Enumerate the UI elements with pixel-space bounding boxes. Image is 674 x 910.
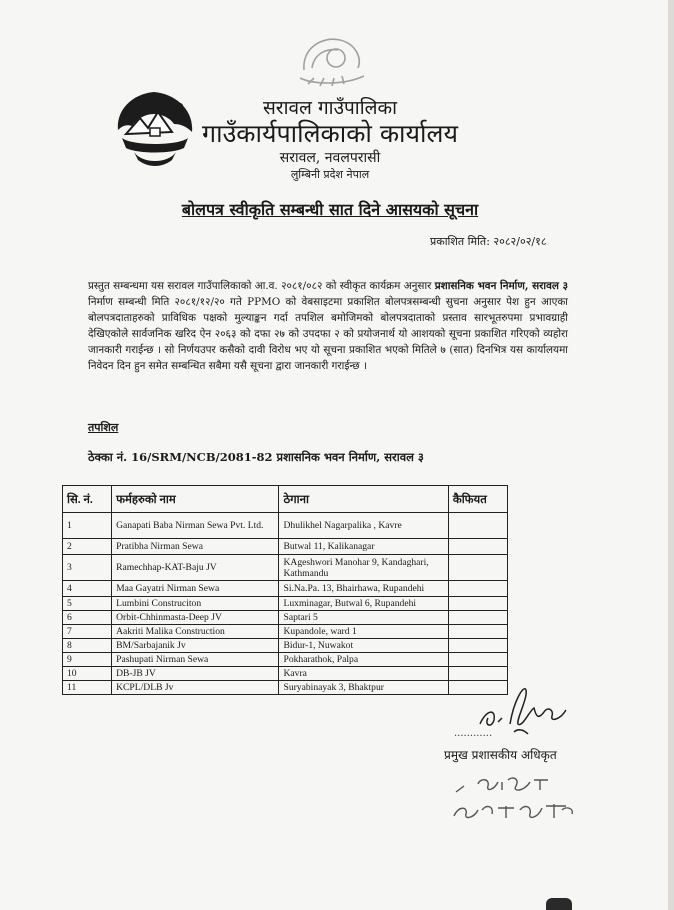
- header-firm-name: फर्महरुको नाम: [112, 486, 279, 513]
- office-location: सरावल, नवलपरासी: [279, 150, 381, 166]
- cell-address: Suryabinayak 3, Bhaktpur: [279, 681, 448, 695]
- table-row: [63, 555, 508, 581]
- table-header-row: [63, 486, 508, 513]
- table-row: [63, 639, 508, 653]
- cell-remarks: [448, 597, 507, 611]
- contract-number: ठेक्का नं. 16/SRM/NCB/2081-82 प्रशासनिक भवन निर्माण, सरावल ३: [88, 450, 424, 464]
- cell-sn: 8: [63, 639, 112, 653]
- office-name: गाउँकार्यपालिकाको कार्यालय: [202, 119, 458, 148]
- cell-firm-name: DB-JB JV: [112, 667, 279, 681]
- cell-firm-name: Lumbini Construciton: [112, 597, 279, 611]
- cell-address: Pokharathok, Palpa: [279, 653, 448, 667]
- cell-sn: 4: [63, 581, 112, 597]
- notice-body: [88, 278, 568, 374]
- table-row: [63, 611, 508, 625]
- header-address: ठेगाना: [279, 486, 448, 513]
- cell-sn: 10: [63, 667, 112, 681]
- cell-firm-name: Maa Gayatri Nirman Sewa: [112, 581, 279, 597]
- cell-firm-name: KCPL/DLB Jv: [112, 681, 279, 695]
- cell-sn: 7: [63, 625, 112, 639]
- cell-firm-name: Pratibha Nirman Sewa: [112, 539, 279, 555]
- notice-title: बोलपत्र स्वीकृति सम्बन्धी सात दिने आसयको सूचना: [181, 200, 479, 219]
- cell-remarks: [448, 667, 507, 681]
- cell-sn: 5: [63, 597, 112, 611]
- cell-address: Saptari 5: [279, 611, 448, 625]
- header-remarks: कैफियत: [448, 486, 507, 513]
- cell-remarks: [448, 639, 507, 653]
- cell-remarks: [448, 653, 507, 667]
- cell-remarks: [448, 555, 507, 581]
- table-row: [63, 681, 508, 695]
- cell-remarks: [448, 625, 507, 639]
- cell-firm-name: Aakriti Malika Construction: [112, 625, 279, 639]
- signature-dots: ............: [454, 728, 493, 739]
- details-label: तपशिल: [88, 421, 119, 434]
- table-row: [63, 597, 508, 611]
- corner-icon: [546, 898, 572, 910]
- table-row: [63, 513, 508, 539]
- page-edge: [668, 0, 674, 910]
- table-row: [63, 581, 508, 597]
- cell-address: Bidur-1, Nuwakot: [279, 639, 448, 653]
- cell-sn: 9: [63, 653, 112, 667]
- cell-address: KAgeshwori Manohar 9, Kandaghari, Kathmandu: [279, 555, 448, 581]
- cell-address: Dhulikhel Nagarpalika , Kavre: [279, 513, 448, 539]
- faded-stamp-icon: [292, 28, 372, 90]
- cell-remarks: [448, 611, 507, 625]
- cell-sn: 2: [63, 539, 112, 555]
- body-project-name: प्रशासनिक भवन निर्माण, सरावल ३: [434, 280, 568, 292]
- body-text-part1: प्रस्तुत सम्बन्धमा यस सरावल गाउँपालिकाको आ.व. २०८१/०८२ को स्वीकृत कार्यक्रम अनुसार: [88, 280, 435, 292]
- published-date: प्रकाशित मिति: २०८२/०२/१८: [430, 235, 547, 248]
- cell-firm-name: Ganapati Baba Nirman Sewa Pvt. Ltd.: [112, 513, 279, 539]
- table-row: [63, 539, 508, 555]
- municipality-name: सरावल गाउँपालिका: [262, 97, 398, 119]
- cell-remarks: [448, 513, 507, 539]
- cell-address: Kavra: [279, 667, 448, 681]
- header-sn: सि. नं.: [63, 486, 112, 513]
- cell-remarks: [448, 539, 507, 555]
- cell-sn: 6: [63, 611, 112, 625]
- cell-firm-name: BM/Sarbajanik Jv: [112, 639, 279, 653]
- table-row: [63, 625, 508, 639]
- cell-firm-name: Ramechhap-KAT-Baju JV: [112, 555, 279, 581]
- province-name: लुम्बिनी प्रदेश नेपाल: [290, 168, 370, 181]
- signatory-title: प्रमुख प्रशासकीय अधिकृत: [444, 748, 557, 762]
- cell-firm-name: Pashupati Nirman Sewa: [112, 653, 279, 667]
- cell-firm-name: Orbit-Chhinmasta-Deep JV: [112, 611, 279, 625]
- cell-address: Kupandole, ward 1: [279, 625, 448, 639]
- table-row: [63, 653, 508, 667]
- cell-sn: 11: [63, 681, 112, 695]
- cell-address: Si.Na.Pa. 13, Bhairhawa, Rupandehi: [279, 581, 448, 597]
- bidders-table: [62, 485, 508, 695]
- cell-remarks: [448, 581, 507, 597]
- handwritten-stamp-icon: [450, 770, 580, 830]
- body-text-part2: निर्माण सम्बन्धी मिति २०८१/१२/२० गते PPMO को वेबसाइटमा प्रकाशित बोलपत्रसम्बन्धी सुचना अनुसार पेश हुन आएका बोलपत्रदाताहरुको प्राविधिक पक्षको मुल्याङ्कन गर्दा तपशिल बमोजिमको बोलपत्रदाताको प्रस्ताव सारभूतरुपमा प्रभावग्राही देखिएकोले सार्वजनिक खरिद ऐन २०६३ को दफा २७ को उपदफा २ को प्रयोजनार्थ यो आशयको सूचना प्रकाशित गरिएको व्यहोरा जानकारी गराईन्छ । सो निर्णयउपर कसैको दावी विरोध भए यो सूचना प्रकाशित भएको मितिले ७ (सात) दिनभित्र यस कार्यालयमा निवेदन दिन हुन समेत सम्बन्धित सबैमा यसै सूचना द्वारा जानकारी गराईन्छ ।: [88, 296, 568, 372]
- cell-address: Luxminagar, Butwal 6, Rupandehi: [279, 597, 448, 611]
- cell-address: Butwal 11, Kalikanagar: [279, 539, 448, 555]
- cell-sn: 1: [63, 513, 112, 539]
- table-row: [63, 667, 508, 681]
- cell-sn: 3: [63, 555, 112, 581]
